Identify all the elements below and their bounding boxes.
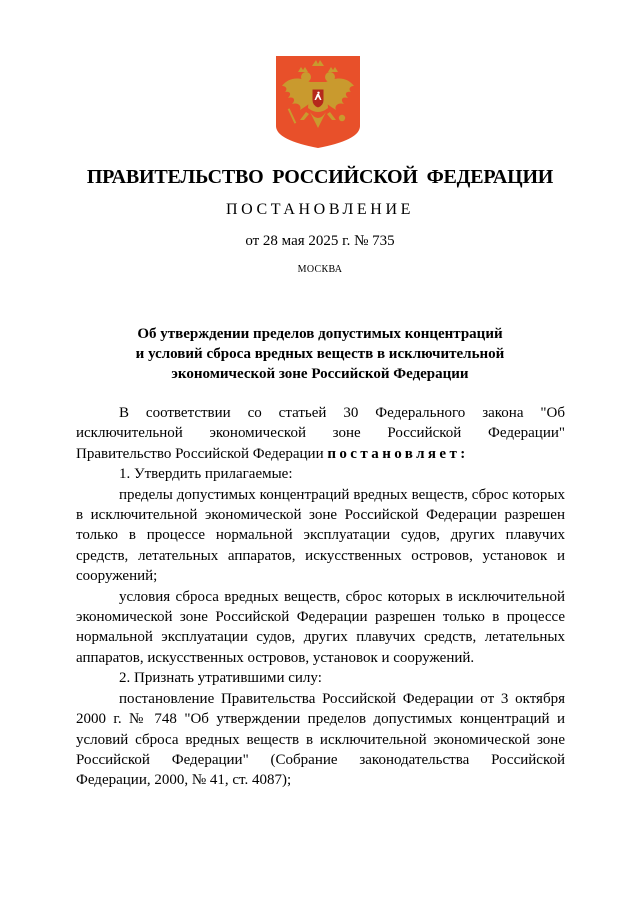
intro-text: В соответствии со статьей 30 Федерального закона "Об исключительной экономической зоне Российской Федерации" Правительство Российской Федерации xyxy=(76,405,565,462)
government-name: ПРАВИТЕЛЬСТВО РОССИЙСКОЙ ФЕДЕРАЦИИ xyxy=(86,166,554,188)
item-1b-paragraph: условия сброса вредных веществ, сброс которых в исключительной экономической зоне Российской Федерации разрешен только в процессе нормальной эксплуатации судов, других плавучих средств, летательных аппаратов, искусственных островов, установок и сооружений. xyxy=(76,588,565,666)
item-2-paragraph: 2. Признать утратившими силу: xyxy=(119,670,322,687)
document-body xyxy=(76,403,565,791)
russian-coat-of-arms-icon xyxy=(276,56,360,148)
intro-paragraph xyxy=(76,403,565,464)
title-line: Об утверждении пределов допустимых концентраций xyxy=(137,326,503,342)
item-2a-paragraph: постановление Правительства Российской Федерации от 3 октября 2000 г. № 748 "Об утверждении пределов допустимых концентраций и условий сброса вредных веществ в исключительной экономической зоне Российской Федерации" (Собрание законодательства Российской Федерации, 2000, № 41, ст. 4087); xyxy=(76,690,565,789)
title-line: экономической зоне Российской Федерации xyxy=(171,366,469,382)
document-date-number: от 28 мая 2025 г. № 735 xyxy=(245,233,395,249)
coat-of-arms-emblem xyxy=(276,56,360,148)
document-city: МОСКВА xyxy=(297,264,343,275)
document-type: ПОСТАНОВЛЕНИЕ xyxy=(226,201,414,218)
document-title xyxy=(0,324,640,384)
item-1-paragraph: 1. Утвердить прилагаемые: xyxy=(119,466,293,483)
item-1a-paragraph: пределы допустимых концентраций вредных веществ, сброс которых в исключительной экономической зоне Российской Федерации разрешен только в процессе нормальной эксплуатации судов, других плавучих средств, летательных аппаратов, искусственных островов, установок и сооружений; xyxy=(76,486,565,585)
title-line: и условий сброса вредных веществ в исключительной xyxy=(135,346,505,362)
resolution-keyword: постановляет: xyxy=(327,445,469,462)
